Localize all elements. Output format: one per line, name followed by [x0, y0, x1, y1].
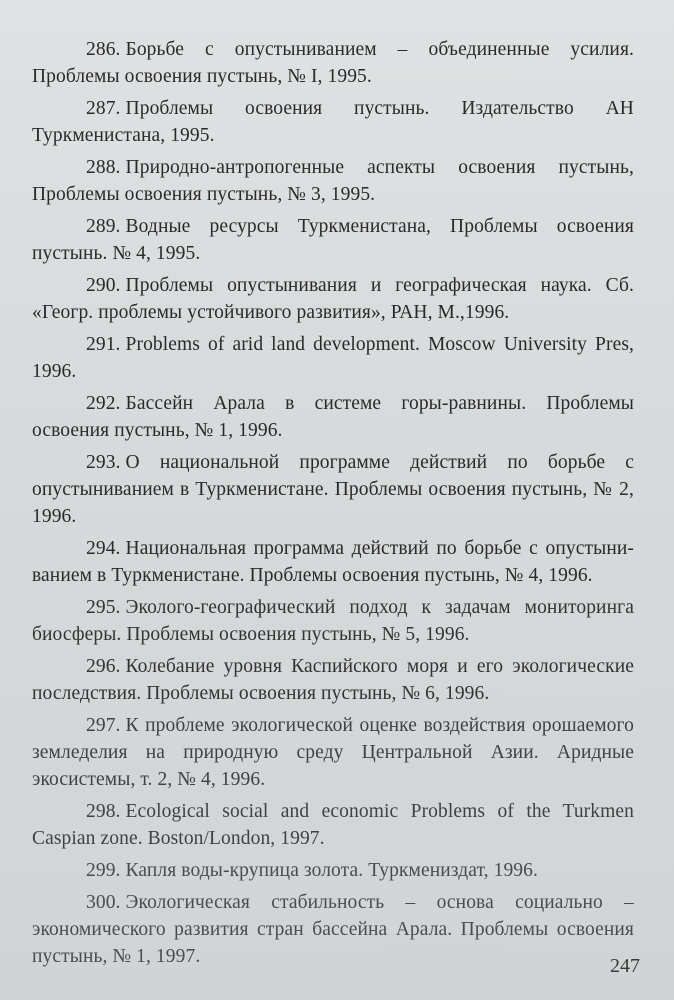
entry-text: Национальная программа действий по борьбе с опустыни-ванием в Туркменистане. Проблемы освоения пустынь, № 4, 1996.	[32, 538, 634, 586]
entry-number: 298.	[86, 801, 121, 822]
bibliography-entry-294	[32, 535, 634, 589]
bibliography-entry-291	[32, 331, 634, 385]
entry-text: Колебание уровня Каспийского моря и его экологические последствия. Проблемы освоения пустынь, № 6, 1996.	[32, 656, 634, 704]
entry-text: Problems of arid land development. Moscow University Pres, 1996.	[32, 334, 634, 382]
bibliography-entry-293	[32, 449, 634, 530]
entry-number: 289.	[86, 216, 121, 237]
entry-text: Капля воды-крупица золота. Туркмениздат, 1996.	[125, 860, 538, 881]
entry-text: Проблемы опустынивания и географическая наука. Сб. «Геогр. проблемы устойчивого развития», РАН, М.,1996.	[32, 275, 634, 323]
entry-number: 297.	[86, 715, 121, 736]
page-number: 247	[610, 955, 640, 977]
bibliography-entry-286	[32, 36, 634, 90]
bibliography-entry-292	[32, 390, 634, 444]
entry-number: 300.	[86, 892, 121, 913]
bibliography-entry-295	[32, 594, 634, 648]
entry-number: 294.	[86, 538, 121, 559]
entry-text: Водные ресурсы Туркменистана, Проблемы освоения пустынь. № 4, 1995.	[32, 216, 634, 264]
bibliography-entry-298	[32, 798, 634, 852]
bibliography-entry-289	[32, 213, 634, 267]
entry-number: 292.	[86, 393, 121, 414]
entry-text: Проблемы освоения пустынь. Издательство АН Туркменистана, 1995.	[32, 98, 634, 146]
entry-number: 293.	[86, 452, 121, 473]
entry-number: 299.	[86, 860, 121, 881]
entry-text: Ecological social and economic Problems of the Turkmen Caspian zone. Boston/London, 1997.	[32, 801, 634, 849]
bibliography-entry-290	[32, 272, 634, 326]
entry-number: 287.	[86, 98, 121, 119]
bibliography-entry-287	[32, 95, 634, 149]
entry-text: Экологическая стабильность – основа социально – экономического развития стран бассейна Арала. Проблемы освоения пустынь, № 1, 1997.	[32, 892, 634, 967]
bibliography-entry-300	[32, 889, 634, 970]
entry-text: Борьбе с опустыниванием – объединенные усилия. Проблемы освоения пустынь, № I, 1995.	[32, 39, 634, 87]
entry-number: 296.	[86, 656, 121, 677]
entry-number: 295.	[86, 597, 121, 618]
bibliography-entry-299	[32, 857, 634, 884]
entry-number: 286.	[86, 39, 121, 60]
entry-text: О национальной программе действий по борьбе с опустыниванием в Туркменистане. Проблемы освоения пустынь, № 2, 1996.	[32, 452, 634, 527]
bibliography-list	[32, 36, 634, 975]
entry-number: 288.	[86, 157, 121, 178]
entry-number: 291.	[86, 334, 121, 355]
entry-text: Бассейн Арала в системе горы-равнины. Проблемы освоения пустынь, № 1, 1996.	[32, 393, 634, 441]
entry-text: К проблеме экологической оценке воздействия орошаемого земледелия на природную среду Центральной Азии. Аридные экосистемы, т. 2, № 4, 1996.	[32, 715, 634, 790]
bibliography-entry-288	[32, 154, 634, 208]
entry-number: 290.	[86, 275, 121, 296]
entry-text: Природно-антропогенные аспекты освоения пустынь, Проблемы освоения пустынь, № 3, 1995.	[32, 157, 634, 205]
bibliography-entry-297	[32, 712, 634, 793]
entry-text: Эколого-географический подход к задачам мониторинга биосферы. Проблемы освоения пустынь, № 5, 1996.	[32, 597, 634, 645]
bibliography-entry-296	[32, 653, 634, 707]
